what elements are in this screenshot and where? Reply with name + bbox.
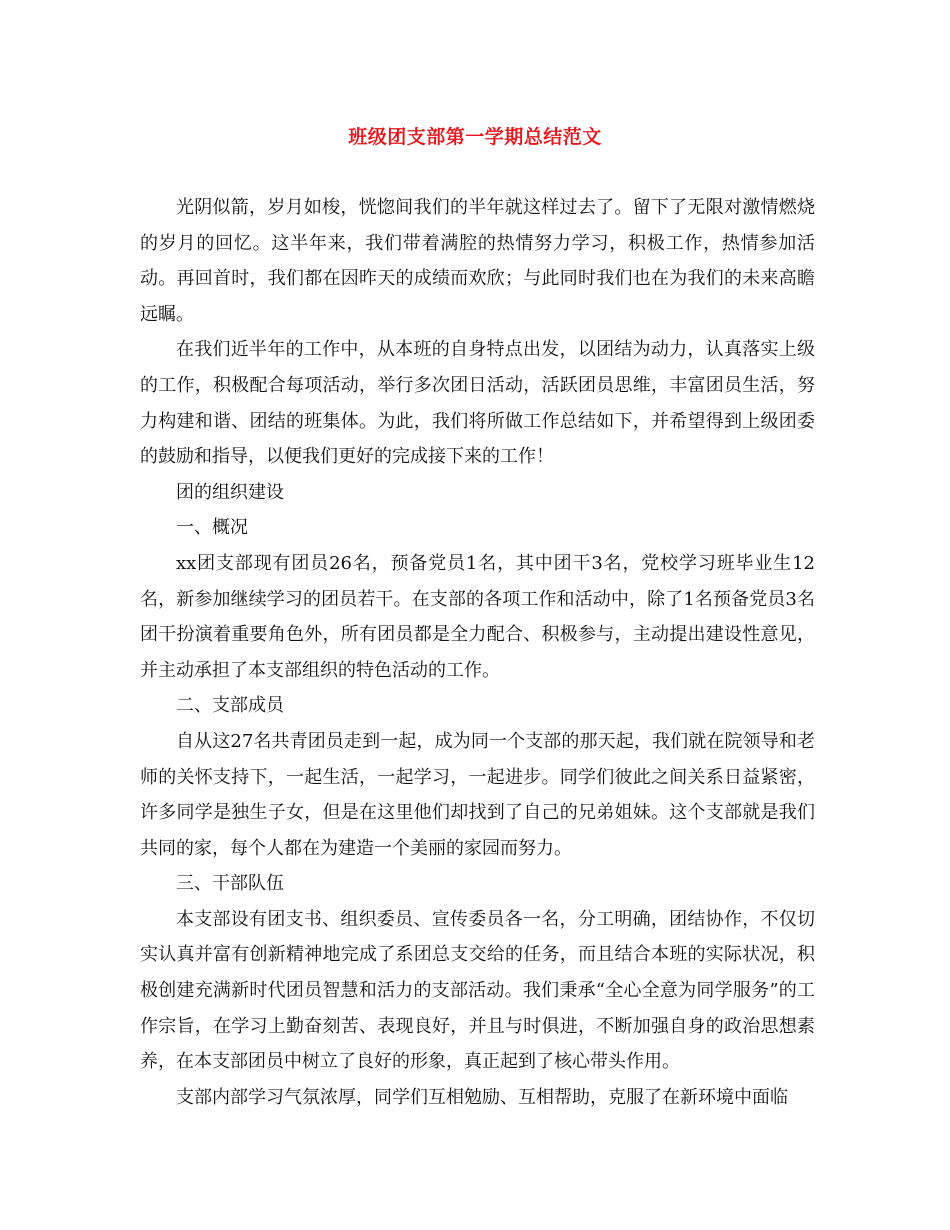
paragraph-work-overview: 在我们近半年的工作中，从本班的自身特点出发，以团结为动力，认真落实上级的工作，积极配合每项活动，举行多次团日活动，活跃团员思维，丰富团员生活，努力构建和谐、团结的班集体。为此，我们将所做工作总结如下，并希望得到上级团委的鼓励和指导，以便我们更好的完成接下来的工作！: [140, 339, 815, 468]
paragraph-study-atmosphere: 支部内部学习气氛浓厚，同学们互相勉励、互相帮助，克服了在新环境中面临: [176, 1086, 788, 1108]
paragraph-cadres: 本支部设有团支书、组织委员、宣传委员各一名，分工明确，团结协作，不仅切实认真并富有创新精神地完成了系团总支交给的任务，而且结合本班的实际状况，积极创建充满新时代团员智慧和活力的支部活动。我们秉承“全心全意为同学服务”的工作宗旨，在学习上勤奋刻苦、表现良好，并且与时俱进，不断加强自身的政治思想素养，在本支部团员中树立了良好的形象，真正起到了核心带头作用。: [140, 908, 815, 1073]
subsection-heading-cadres: 三、干部队伍: [176, 873, 284, 895]
paragraph-intro: 光阴似箭，岁月如梭，恍惚间我们的半年就这样过去了。留下了无限对激情燃烧的岁月的回忆。这半年来，我们带着满腔的热情努力学习，积极工作，热情参加活动。再回首时，我们都在因昨天的成绩而欢欣；与此同时我们也在为我们的未来高瞻远瞩。: [140, 197, 815, 325]
section-heading-organization: 团的组织建设: [176, 481, 284, 503]
paragraph-overview: xx团支部现有团员26名，预备党员1名，其中团干3名，党校学习班毕业生12名，新参加继续学习的团员若干。在支部的各项工作和活动中，除了1名预备党员3名团干扮演着重要角色外，所有团员都是全力配合、积极参与，主动提出建设性意见，并主动承担了本支部组织的特色活动的工作。: [140, 552, 815, 681]
paragraph-members: 自从这27名共青团员走到一起，成为同一个支部的那天起，我们就在院领导和老师的关怀支持下，一起生活，一起学习，一起进步。同学们彼此之间关系日益紧密，许多同学是独生子女，但是在这里他们却找到了自己的兄弟姐妹。这个支部就是我们共同的家，每个人都在为建造一个美丽的家园而努力。: [140, 730, 815, 859]
document-body: [140, 190, 815, 1115]
document-title: 班级团支部第一学期总结范文: [348, 126, 602, 148]
subsection-heading-overview: 一、概况: [176, 517, 248, 539]
subsection-heading-members: 二、支部成员: [176, 695, 284, 717]
